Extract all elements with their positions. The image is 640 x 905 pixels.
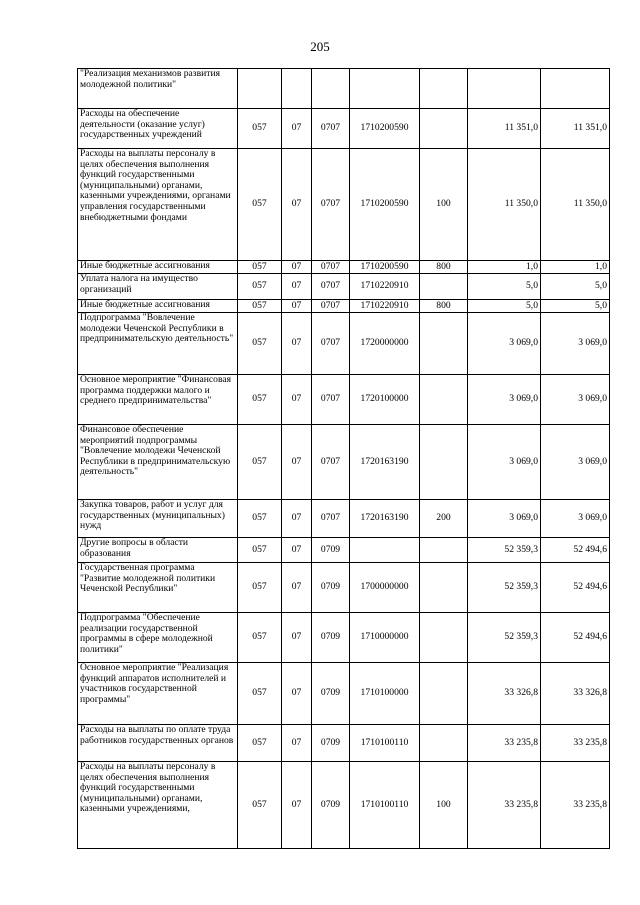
ved-cell: 057 [238,313,282,375]
vr-cell [420,313,468,375]
sum-2021-cell: 11 351,0 [468,109,541,149]
sum-2022-cell: 3 069,0 [541,313,610,375]
budget-table [77,68,610,849]
csr-cell: 1720163190 [350,425,420,500]
rz-cell: 07 [282,663,312,725]
row-name-cell: Иные бюджетные ассигнования [78,261,238,274]
vr-cell [420,274,468,300]
sum-2022-cell: 5,0 [541,274,610,300]
vr-cell [420,563,468,613]
pr-cell: 0709 [312,762,350,849]
ved-cell: 057 [238,300,282,313]
table-row [78,313,610,375]
csr-cell: 1700000000 [350,563,420,613]
rz-cell: 07 [282,762,312,849]
table-row [78,109,610,149]
pr-cell: 0707 [312,375,350,425]
rz-cell: 07 [282,375,312,425]
table-row [78,725,610,762]
table-row [78,261,610,274]
ved-cell [238,69,282,109]
rz-cell: 07 [282,425,312,500]
pr-cell: 0709 [312,663,350,725]
rz-cell: 07 [282,613,312,663]
ved-cell: 057 [238,663,282,725]
ved-cell: 057 [238,425,282,500]
ved-cell: 057 [238,613,282,663]
table-row [78,300,610,313]
row-name-cell: Другие вопросы в области образования [78,538,238,563]
csr-cell: 1720000000 [350,313,420,375]
vr-cell: 800 [420,300,468,313]
pr-cell: 0707 [312,109,350,149]
pr-cell: 0709 [312,563,350,613]
sum-2021-cell: 3 069,0 [468,425,541,500]
rz-cell: 07 [282,261,312,274]
csr-cell: 1710200590 [350,149,420,261]
sum-2022-cell: 11 351,0 [541,109,610,149]
sum-2021-cell: 3 069,0 [468,313,541,375]
sum-2022-cell: 52 494,6 [541,613,610,663]
sum-2022-cell [541,69,610,109]
table-row [78,663,610,725]
row-name-cell: Закупка товаров, работ и услуг для государственных (муниципальных) нужд [78,500,238,538]
sum-2021-cell: 33 326,8 [468,663,541,725]
rz-cell: 07 [282,149,312,261]
row-name-cell: Государственная программа "Развитие молодежной политики Чеченской Республики" [78,563,238,613]
table-row [78,69,610,109]
vr-cell [420,538,468,563]
ved-cell: 057 [238,375,282,425]
sum-2022-cell: 3 069,0 [541,500,610,538]
row-name-cell: Уплата налога на имущество организаций [78,274,238,300]
sum-2022-cell: 5,0 [541,300,610,313]
csr-cell: 1710000000 [350,613,420,663]
sum-2022-cell: 52 494,6 [541,563,610,613]
table-row [78,563,610,613]
csr-cell: 1720100000 [350,375,420,425]
sum-2022-cell: 1,0 [541,261,610,274]
sum-2021-cell: 52 359,3 [468,538,541,563]
table-row [78,149,610,261]
csr-cell: 1710100000 [350,663,420,725]
csr-cell: 1710200590 [350,261,420,274]
pr-cell: 0707 [312,300,350,313]
pr-cell: 0707 [312,313,350,375]
sum-2021-cell: 3 069,0 [468,500,541,538]
vr-cell: 800 [420,261,468,274]
sum-2022-cell: 11 350,0 [541,149,610,261]
rz-cell: 07 [282,725,312,762]
vr-cell [420,425,468,500]
csr-cell: 1720163190 [350,500,420,538]
rz-cell: 07 [282,563,312,613]
row-name-cell: Основное мероприятие "Реализация функций аппаратов исполнителей и участников государственной программы" [78,663,238,725]
pr-cell: 0707 [312,261,350,274]
table-row [78,762,610,849]
sum-2022-cell: 3 069,0 [541,425,610,500]
sum-2022-cell: 33 326,8 [541,663,610,725]
ved-cell: 057 [238,500,282,538]
row-name-cell: Подпрограмма "Обеспечение реализации государственной программы в сфере молодежной политики" [78,613,238,663]
vr-cell: 100 [420,149,468,261]
sum-2021-cell: 1,0 [468,261,541,274]
ved-cell: 057 [238,274,282,300]
ved-cell: 057 [238,762,282,849]
pr-cell: 0707 [312,500,350,538]
vr-cell [420,375,468,425]
row-name-cell: Расходы на обеспечение деятельности (оказание услуг) государственных учреждений [78,109,238,149]
pr-cell: 0707 [312,274,350,300]
sum-2021-cell: 33 235,8 [468,762,541,849]
ved-cell: 057 [238,563,282,613]
csr-cell: 1710220910 [350,300,420,313]
vr-cell: 100 [420,762,468,849]
ved-cell: 057 [238,725,282,762]
row-name-cell: Основное мероприятие "Финансовая программа поддержки малого и среднего предпринимательства" [78,375,238,425]
rz-cell: 07 [282,500,312,538]
csr-cell [350,538,420,563]
sum-2021-cell: 33 235,8 [468,725,541,762]
pr-cell: 0709 [312,725,350,762]
csr-cell: 1710220910 [350,274,420,300]
row-name-cell: Иные бюджетные ассигнования [78,300,238,313]
table-row [78,425,610,500]
table-row [78,500,610,538]
ved-cell: 057 [238,149,282,261]
rz-cell: 07 [282,313,312,375]
rz-cell: 07 [282,538,312,563]
pr-cell [312,69,350,109]
row-name-cell: Расходы на выплаты по оплате труда работников государственных органов [78,725,238,762]
table-row [78,375,610,425]
pr-cell: 0709 [312,613,350,663]
sum-2022-cell: 3 069,0 [541,375,610,425]
sum-2021-cell: 52 359,3 [468,563,541,613]
table-row [78,538,610,563]
sum-2022-cell: 33 235,8 [541,762,610,849]
row-name-cell: "Реализация механизмов развития молодежной политики" [78,69,238,109]
ved-cell: 057 [238,109,282,149]
sum-2021-cell: 5,0 [468,274,541,300]
rz-cell: 07 [282,300,312,313]
rz-cell: 07 [282,109,312,149]
rz-cell [282,69,312,109]
vr-cell [420,725,468,762]
sum-2021-cell: 11 350,0 [468,149,541,261]
row-name-cell: Расходы на выплаты персоналу в целях обеспечения выполнения функций государственными (муниципальными) органами, казенными учреждениями, органами управления государственными внебюджетными фондами [78,149,238,261]
sum-2021-cell: 5,0 [468,300,541,313]
ved-cell: 057 [238,538,282,563]
vr-cell [420,69,468,109]
row-name-cell: Финансовое обеспечение мероприятий подпрограммы "Вовлечение молодежи Чеченской Республики в предпринимательскую деятельность" [78,425,238,500]
table-row [78,613,610,663]
sum-2021-cell: 52 359,3 [468,613,541,663]
sum-2022-cell: 33 235,8 [541,725,610,762]
csr-cell: 1710100110 [350,762,420,849]
sum-2022-cell: 52 494,6 [541,538,610,563]
pr-cell: 0707 [312,425,350,500]
vr-cell [420,663,468,725]
row-name-cell: Подпрограмма "Вовлечение молодежи Чеченской Республики в предпринимательскую деятельность" [78,313,238,375]
csr-cell: 1710200590 [350,109,420,149]
pr-cell: 0707 [312,149,350,261]
vr-cell [420,613,468,663]
csr-cell [350,69,420,109]
table-row [78,274,610,300]
sum-2021-cell: 3 069,0 [468,375,541,425]
page-number: 205 [310,39,330,54]
vr-cell: 200 [420,500,468,538]
rz-cell: 07 [282,274,312,300]
ved-cell: 057 [238,261,282,274]
vr-cell [420,109,468,149]
pr-cell: 0709 [312,538,350,563]
csr-cell: 1710100110 [350,725,420,762]
table-body [78,69,610,849]
row-name-cell: Расходы на выплаты персоналу в целях обеспечения выполнения функций государственными (муниципальными) органами, казенными учреждениями, [78,762,238,849]
sum-2021-cell [468,69,541,109]
